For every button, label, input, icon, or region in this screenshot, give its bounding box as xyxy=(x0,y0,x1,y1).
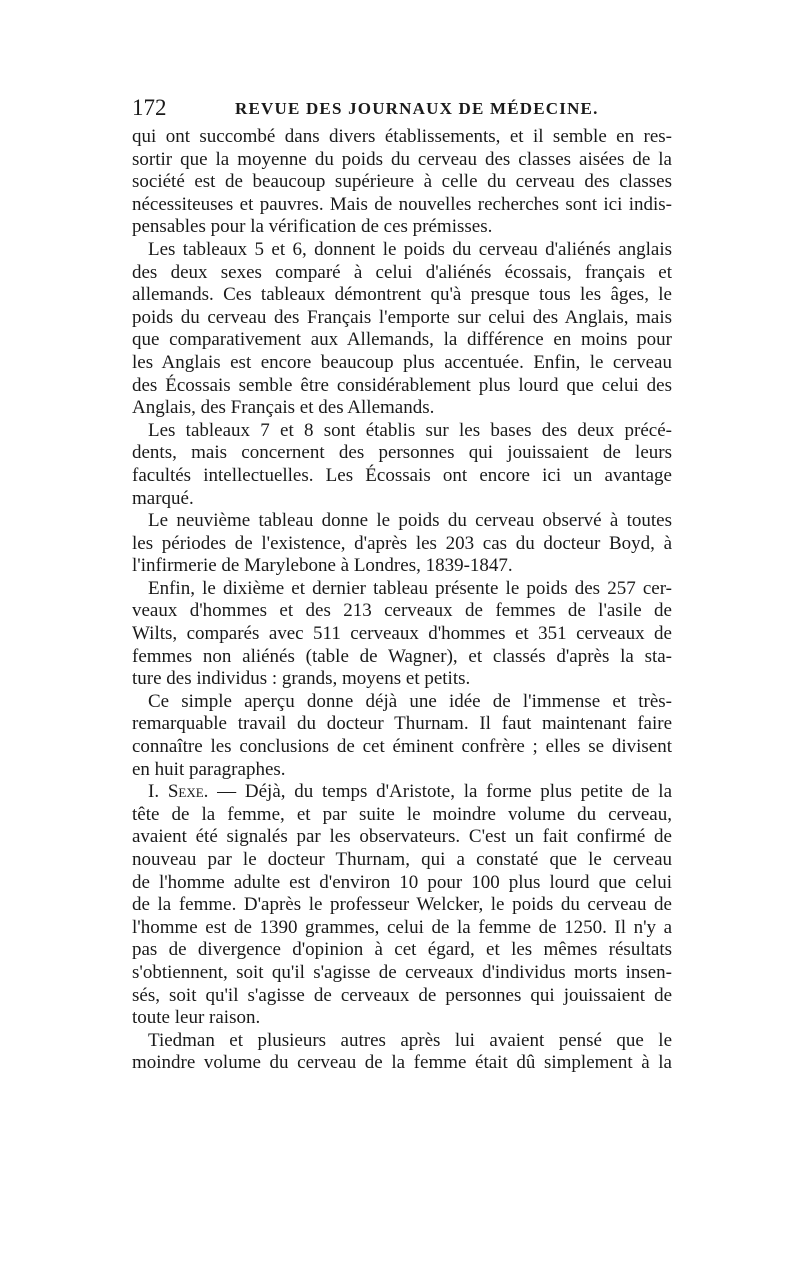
text-line: toute leur raison. xyxy=(132,1007,261,1029)
text-line-rest: — Déjà, du temps d'Aristote, la forme plus petite de la xyxy=(217,781,672,803)
text-line: de la femme. D'après le professeur Welcker, le poids du cerveau de xyxy=(132,894,672,916)
text-line: avaient été signalés par les observateurs. C'est un fait confirmé de xyxy=(132,826,672,848)
text-line: sortir que la moyenne du poids du cerveau des classes aisées de la xyxy=(132,148,672,170)
text-line: les Anglais est encore beaucoup plus accentuée. Enfin, le cerveau xyxy=(132,351,672,373)
text-line: Wilts, comparés avec 511 cerveaux d'hommes et 351 cerveaux de xyxy=(132,623,672,645)
text-line: les périodes de l'existence, d'après les 203 cas du docteur Boyd, à xyxy=(132,532,672,554)
running-head xyxy=(132,94,672,122)
text-line: l'homme est de 1390 grammes, celui de la femme de 1250. Il n'y a xyxy=(132,916,672,938)
text-line: des deux sexes comparé à celui d'aliénés écossais, français et xyxy=(132,261,672,283)
text-line: Anglais, des Français et des Allemands. xyxy=(132,397,435,419)
text-line: société est de beaucoup supérieure à celle du cerveau des classes xyxy=(132,171,672,193)
text-line: l'infirmerie de Marylebone à Londres, 1839-1847. xyxy=(132,555,513,577)
text-line: connaître les conclusions de cet éminent confrère ; elles se divisent xyxy=(132,736,672,758)
section-heading: I. Sexe. xyxy=(148,781,209,803)
text-line: remarquable travail du docteur Thurnam. Il faut maintenant faire xyxy=(132,713,672,735)
text-line: s'obtiennent, soit qu'il s'agisse de cerveaux d'individus morts insen- xyxy=(132,961,672,983)
text-line: pensables pour la vérification de ces prémisses. xyxy=(132,216,493,238)
text-line: nécessiteuses et pauvres. Mais de nouvelles recherches sont ici indis- xyxy=(132,193,672,215)
text-line: nouveau par le docteur Thurnam, qui a constaté que le cerveau xyxy=(132,849,672,870)
text-line: femmes non aliénés (table de Wagner), et classés d'après la sta- xyxy=(132,645,672,667)
text-line: tête de la femme, et par suite le moindre volume du cerveau, xyxy=(132,803,672,825)
text-line: Les tableaux 5 et 6, donnent le poids du cerveau d'aliénés anglais xyxy=(148,238,672,260)
text-line: Ce simple aperçu donne déjà une idée de l'immense et très- xyxy=(148,690,672,712)
text-line: facultés intellectuelles. Les Écossais ont encore ici un avantage xyxy=(132,464,672,486)
text-line: Les tableaux 7 et 8 sont établis sur les bases des deux précé- xyxy=(148,419,672,441)
text-line: de l'homme adulte est d'environ 10 pour 100 plus lourd que celui xyxy=(132,871,672,893)
text-line: dents, mais concernent des personnes qui jouissaient de leurs xyxy=(132,442,672,464)
text-line: sés, soit qu'il s'agisse de cerveaux de personnes qui jouissaient de xyxy=(132,984,672,1006)
text-line: poids du cerveau des Français l'emporte sur celui des Anglais, mais xyxy=(132,306,672,328)
body-text xyxy=(132,126,672,1075)
text-line: veaux d'hommes et des 213 cerveaux de femmes de l'asile de xyxy=(132,600,672,622)
text-line: des Écossais semble être considérablement plus lourd que celui des xyxy=(132,374,672,396)
journal-title: REVUE DES JOURNAUX DE MÉDECINE. xyxy=(235,99,599,118)
text-line: Tiedman et plusieurs autres après lui avaient pensé que le xyxy=(148,1029,672,1051)
text-line: qui ont succombé dans divers établissements, et il semble en res- xyxy=(132,126,672,147)
text-line: marqué. xyxy=(132,487,194,509)
page-number: 172 xyxy=(132,95,167,120)
text-line: moindre volume du cerveau de la femme était dû simplement à la xyxy=(132,1052,672,1074)
text-line: pas de divergence d'opinion à cet égard, et les mêmes résultats xyxy=(132,939,672,961)
text-line: que comparativement aux Allemands, la différence en moins pour xyxy=(132,329,672,351)
text-line xyxy=(132,781,672,804)
text-line: allemands. Ces tableaux démontrent qu'à presque tous les âges, le xyxy=(132,284,672,306)
text-line: ture des individus : grands, moyens et petits. xyxy=(132,668,471,690)
text-line: Enfin, le dixième et dernier tableau présente le poids des 257 cer- xyxy=(148,577,672,599)
text-line: Le neuvième tableau donne le poids du cerveau observé à toutes xyxy=(148,510,672,532)
text-line: en huit paragraphes. xyxy=(132,758,286,780)
